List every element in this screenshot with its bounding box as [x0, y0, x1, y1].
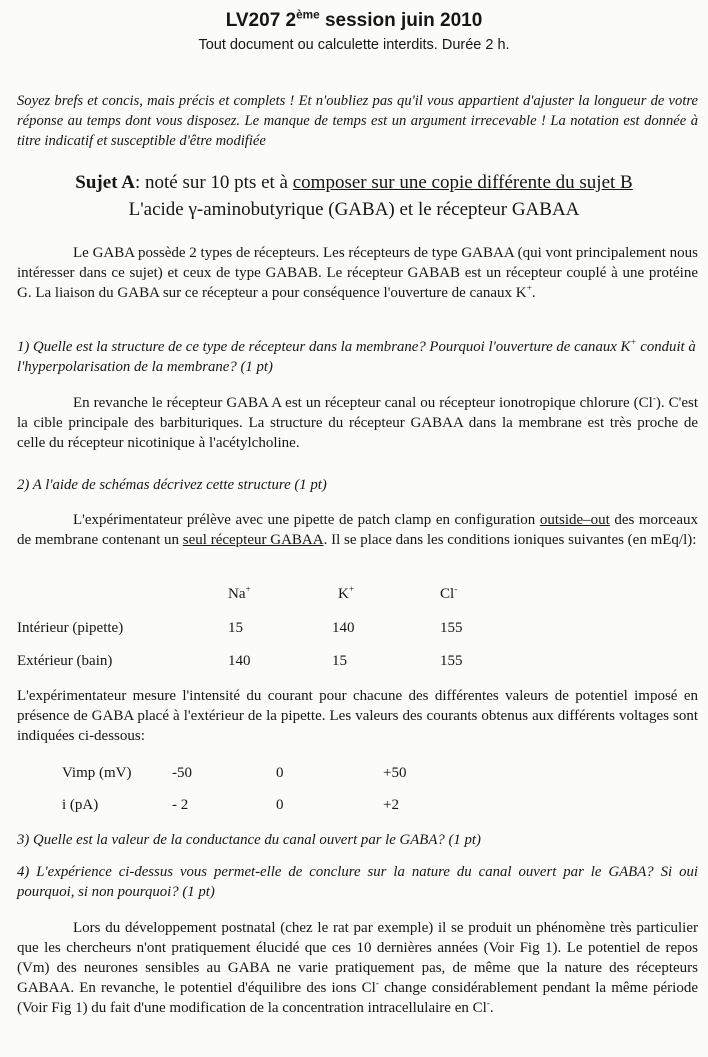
iv-cell: 0 — [276, 765, 284, 781]
ion-cell: 15 — [228, 620, 243, 636]
question-4: 4) L'expérience ci-dessus vous permet-elle de conclure sur la nature du canal ouvert par le GABA? Si oui pourquoi, si non pourquoi? (1 pt) — [17, 864, 698, 900]
ion-cell: 155 — [440, 653, 463, 669]
ion-row-label: Intérieur (pipette) — [17, 620, 124, 636]
paragraph-intro: Le GABA possède 2 types de récepteurs. Les récepteurs de type GABAA (qui vont principalement nous intéresser dans ce sujet) et ceux de type GABAB. Le récepteur GABAB est un récepteur couplé à une protéine G. La liaison du GABA sur ce récepteur a pour conséquence l'ouverture de canaux K+. — [17, 245, 698, 301]
ion-cell: 155 — [440, 620, 463, 636]
ion-cell: 140 — [332, 620, 355, 636]
question-3: 3) Quelle est la valeur de la conductance du canal ouvert par le GABA? (1 pt) — [17, 832, 481, 848]
iv-cell: +2 — [383, 797, 399, 813]
ion-cell: 15 — [332, 653, 347, 669]
paragraph-measurement: L'expérimentateur mesure l'intensité du courant pour chacune des différentes valeurs de potentiel imposé en présence de GABA placé à l'extérieur de la pipette. Les valeurs des courants obtenus aux différents voltages sont indiquées ci-dessous: — [17, 688, 698, 744]
sujet-heading: Sujet A: noté sur 10 pts et à composer sur une copie différente du sujet B — [75, 172, 633, 193]
exam-title: LV207 2ème session juin 2010 — [225, 8, 483, 31]
ion-header-cl: Cl- — [440, 585, 458, 602]
exam-subtitle: Tout document ou calculette interdits. Durée 2 h. — [198, 37, 510, 53]
ion-header-na: Na+ — [228, 585, 251, 602]
iv-cell: -50 — [172, 765, 192, 781]
iv-row-label: i (pA) — [62, 797, 99, 813]
ion-header-k: K+ — [338, 585, 355, 602]
iv-row-label: Vimp (mV) — [62, 765, 132, 781]
paragraph-development: Lors du développement postnatal (chez le rat par exemple) il se produit un phénomène très particulier que les chercheurs n'ont pratiquement élucidé que ces 10 dernières années (Voir Fig 1). Le potentiel de repos (Vm) des neurones sensibles au GABA ne varie pratiquement pas, de même que la nature des récepteurs GABAA. En revanche, le potentiel d'équilibre des ions Cl- change considérablement pendant la même période (Voir Fig 1) du fait d'une modification de la concentration intracellulaire en Cl-. — [17, 920, 699, 1016]
iv-cell: +50 — [383, 765, 407, 781]
iv-cell: - 2 — [172, 797, 189, 813]
question-1: 1) Quelle est la structure de ce type de récepteur dans la membrane? Pourquoi l'ouverture de canaux K+ conduit à l'hyperpolarisation de la membrane? (1 pt) — [17, 337, 696, 375]
paragraph-patch-clamp: L'expérimentateur prélève avec une pipette de patch clamp en configuration outside–out des morceaux de membrane contenant un seul récepteur GABAA. Il se place dans les conditions ioniques suivantes (en mEq/l): — [17, 512, 698, 548]
ion-row-label: Extérieur (bain) — [17, 653, 113, 669]
question-2: 2) A l'aide de schémas décrivez cette structure (1 pt) — [17, 477, 327, 493]
sujet-title: L'acide γ-aminobutyrique (GABA) et le récepteur GABAA — [128, 199, 580, 220]
iv-cell: 0 — [276, 797, 284, 813]
paragraph-gabaa: En revanche le récepteur GABA A est un récepteur canal ou récepteur ionotropique chlorure (Cl-). C'est la cible principale des barbituriques. La structure du récepteur GABAA dans la membrane est très proche de celle du récepteur nicotinique à l'acétylcholine. — [17, 394, 698, 451]
instructions-text: Soyez brefs et concis, mais précis et complets ! Et n'oubliez pas qu'il vous appartient d'ajuster la longueur de votre réponse au temps dont vous disposez. Le manque de temps est un argument irrecevable ! La notation est donnée à titre indicatif et susceptible d'être modifiée — [17, 93, 698, 149]
ion-cell: 140 — [228, 653, 251, 669]
